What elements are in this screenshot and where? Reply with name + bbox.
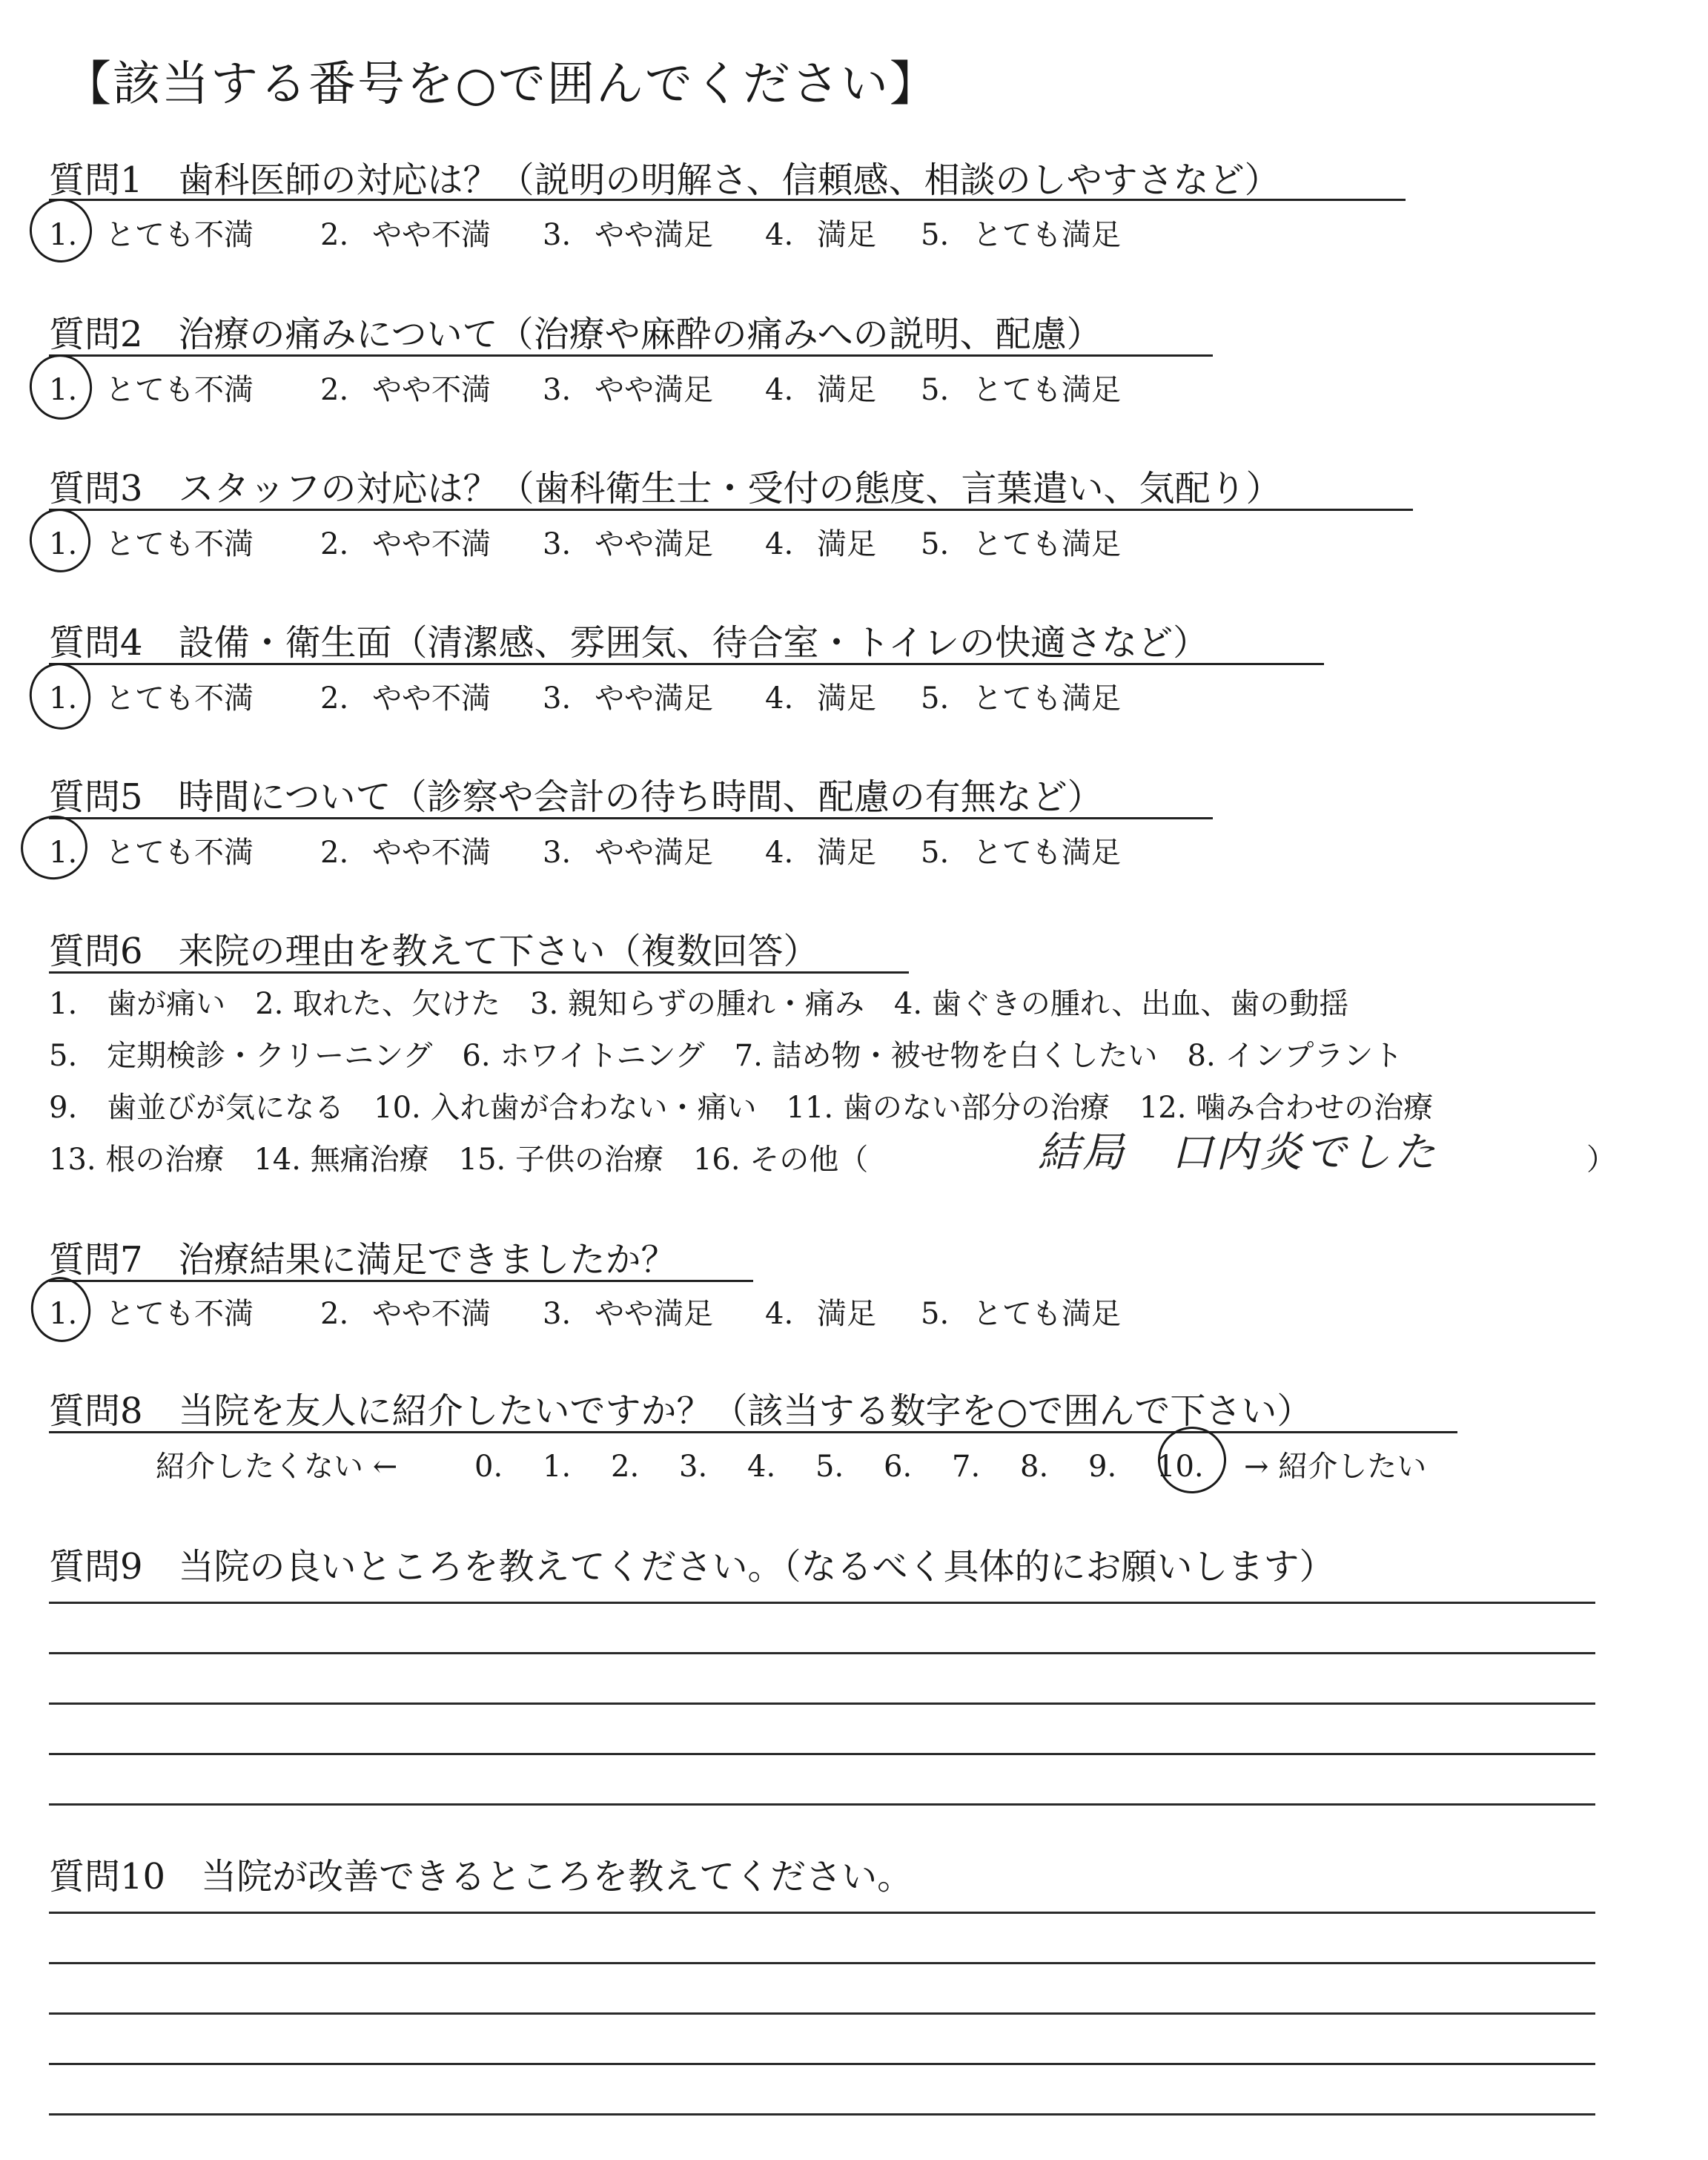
scale-1[interactable]: 1.	[543, 1450, 572, 1484]
option-5-label[interactable]: とても満足	[973, 1297, 1121, 1331]
option-1-number[interactable]: 1.	[49, 1297, 78, 1331]
option-2-number[interactable]: 2.	[320, 1297, 349, 1331]
page-header: 【該当する番号を○で囲んでください】	[64, 57, 939, 112]
reason-row-1[interactable]: 1. 歯が痛い 2. 取れた、欠けた 3. 親知らずの腫れ・痛み 4. 歯ぐきの腫れ、出血、歯の動揺	[49, 987, 1349, 1021]
option-4-number[interactable]: 4.	[765, 681, 794, 716]
scale-7[interactable]: 7.	[952, 1450, 981, 1484]
option-2-label[interactable]: やや不満	[372, 836, 491, 870]
option-5-label[interactable]: とても満足	[973, 373, 1121, 407]
question-7-underline	[49, 1280, 753, 1282]
option-4-number[interactable]: 4.	[765, 218, 794, 252]
option-1-label[interactable]: とても不満	[105, 218, 254, 252]
option-2-label[interactable]: やや不満	[372, 681, 491, 716]
option-2-label[interactable]: やや不満	[372, 1297, 491, 1331]
question-8-underline	[49, 1431, 1457, 1433]
option-4-number[interactable]: 4.	[765, 373, 794, 407]
option-4-label[interactable]: 満足	[817, 836, 876, 870]
option-5-label[interactable]: とても満足	[973, 836, 1121, 870]
question-9-title: 質問9 当院の良いところを教えてください。（なるべく具体的にお願いします）	[49, 1546, 1335, 1588]
option-4-number[interactable]: 4.	[765, 527, 794, 561]
answer-circle-q3	[24, 503, 96, 578]
answer-circle-q2	[24, 349, 98, 426]
scale-0[interactable]: 0.	[474, 1450, 503, 1484]
scale-4[interactable]: 4.	[747, 1450, 776, 1484]
scale-6[interactable]: 6.	[884, 1450, 913, 1484]
option-5-label[interactable]: とても満足	[973, 681, 1121, 716]
option-4-label[interactable]: 満足	[817, 373, 876, 407]
answer-line-q10-3[interactable]	[49, 2012, 1595, 2015]
option-3-label[interactable]: やや満足	[595, 1297, 713, 1331]
question-4-underline	[49, 663, 1324, 665]
option-5-number[interactable]: 5.	[921, 681, 950, 716]
option-2-number[interactable]: 2.	[320, 681, 349, 716]
answer-line-q10-5[interactable]	[49, 2113, 1595, 2116]
scale-2[interactable]: 2.	[611, 1450, 640, 1484]
question-7-options	[49, 1290, 1143, 1332]
option-1-number[interactable]: 1.	[49, 681, 78, 716]
option-5-label[interactable]: とても満足	[973, 218, 1121, 252]
option-5-number[interactable]: 5.	[921, 1297, 950, 1331]
option-5-number[interactable]: 5.	[921, 373, 950, 407]
question-3-options	[49, 521, 1143, 563]
option-4-number[interactable]: 4.	[765, 1297, 794, 1331]
question-6-title: 質問6 来院の理由を教えて下さい（複数回答）	[49, 931, 819, 972]
option-3-label[interactable]: やや満足	[595, 218, 713, 252]
scale-right-label: → 紹介したい	[1244, 1450, 1427, 1484]
question-4-options	[49, 675, 1143, 717]
option-2-number[interactable]: 2.	[320, 527, 349, 561]
scale-9[interactable]: 9.	[1088, 1450, 1117, 1484]
answer-circle-q7	[25, 1272, 97, 1348]
question-8-title: 質問8 当院を友人に紹介したいですか？（該当する数字を○で囲んで下さい）	[49, 1390, 1313, 1432]
answer-line-q9-4[interactable]	[49, 1753, 1595, 1755]
question-6-underline	[49, 971, 909, 974]
answer-circle-q4	[24, 657, 97, 735]
reason-row-2[interactable]: 5. 定期検診・クリーニング 6. ホワイトニング 7. 詰め物・被せ物を白くしたい 8. インプラント	[49, 1039, 1403, 1073]
reason-row-4[interactable]: 13. 根の治療 14. 無痛治療 15. 子供の治療 16. その他（	[49, 1143, 869, 1177]
answer-circle-q1	[24, 193, 98, 268]
scale-10[interactable]: 10.	[1156, 1450, 1204, 1484]
option-1-number[interactable]: 1.	[49, 836, 78, 870]
option-5-label[interactable]: とても満足	[973, 527, 1121, 561]
question-1-title: 質問1 歯科医師の対応は？（説明の明解さ、信頼感、相談のしやすさなど）	[49, 159, 1280, 201]
option-5-number[interactable]: 5.	[921, 836, 950, 870]
option-1-label[interactable]: とても不満	[105, 681, 254, 716]
answer-line-q9-2[interactable]	[49, 1652, 1595, 1654]
option-1-number[interactable]: 1.	[49, 218, 78, 252]
option-4-label[interactable]: 満足	[817, 218, 876, 252]
option-1-number[interactable]: 1.	[49, 527, 78, 561]
option-2-number[interactable]: 2.	[320, 373, 349, 407]
option-3-number[interactable]: 3.	[543, 218, 572, 252]
question-5-underline	[49, 817, 1213, 819]
question-3-title: 質問3 スタッフの対応は？（歯科衛生士・受付の態度、言葉遣い、気配り）	[49, 468, 1282, 509]
answer-line-q9-3[interactable]	[49, 1702, 1595, 1705]
question-4-title: 質問4 設備・衛生面（清潔感、雰囲気、待合室・トイレの快適さなど）	[49, 622, 1209, 664]
option-1-label[interactable]: とても不満	[105, 373, 254, 407]
option-3-label[interactable]: やや満足	[595, 527, 713, 561]
question-7-title: 質問7 治療結果に満足できましたか？	[49, 1239, 677, 1281]
scale-8[interactable]: 8.	[1020, 1450, 1049, 1484]
question-3-underline	[49, 509, 1413, 511]
question-5-title: 質問5 時間について（診察や会計の待ち時間、配慮の有無など）	[49, 776, 1103, 818]
question-1-underline	[49, 199, 1406, 201]
option-1-label[interactable]: とても不満	[105, 527, 254, 561]
option-4-label[interactable]: 満足	[817, 681, 876, 716]
answer-circle-q5	[15, 810, 93, 886]
other-reason-handwritten[interactable]: 結局 口内炎でした	[1038, 1129, 1438, 1177]
answer-line-q10-4[interactable]	[49, 2063, 1595, 2065]
reason-row-3[interactable]: 9. 歯並びが気になる 10. 入れ歯が合わない・痛い 11. 歯のない部分の治療 12. 噛み合わせの治療	[49, 1091, 1434, 1125]
option-4-number[interactable]: 4.	[765, 836, 794, 870]
answer-line-q10-2[interactable]	[49, 1962, 1595, 1964]
option-1-label[interactable]: とても不満	[105, 836, 254, 870]
option-3-label[interactable]: やや満足	[595, 836, 713, 870]
option-1-number[interactable]: 1.	[49, 373, 78, 407]
option-2-label[interactable]: やや不満	[372, 218, 491, 252]
option-4-label[interactable]: 満足	[817, 1297, 876, 1331]
option-1-label[interactable]: とても不満	[105, 1297, 254, 1331]
question-1-options	[49, 211, 1143, 254]
option-5-number[interactable]: 5.	[921, 527, 950, 561]
answer-line-q9-5[interactable]	[49, 1803, 1595, 1806]
question-2-title: 質問2 治療の痛みについて（治療や麻酔の痛みへの説明、配慮）	[49, 314, 1102, 355]
option-4-label[interactable]: 満足	[817, 527, 876, 561]
scale-3[interactable]: 3.	[679, 1450, 708, 1484]
option-5-number[interactable]: 5.	[921, 218, 950, 252]
option-3-number[interactable]: 3.	[543, 836, 572, 870]
option-3-number[interactable]: 3.	[543, 527, 572, 561]
recommend-scale	[156, 1443, 1426, 1485]
option-3-number[interactable]: 3.	[543, 681, 572, 716]
question-2-options	[49, 366, 1143, 409]
other-close-paren: ）	[1586, 1143, 1616, 1177]
option-2-label[interactable]: やや不満	[372, 373, 491, 407]
option-2-label[interactable]: やや不満	[372, 527, 491, 561]
question-10-title: 質問10 当院が改善できるところを教えてください。	[49, 1856, 913, 1898]
option-2-number[interactable]: 2.	[320, 836, 349, 870]
scale-5[interactable]: 5.	[815, 1450, 844, 1484]
option-3-label[interactable]: やや満足	[595, 373, 713, 407]
option-2-number[interactable]: 2.	[320, 218, 349, 252]
option-3-number[interactable]: 3.	[543, 373, 572, 407]
question-5-options	[49, 829, 1143, 871]
option-3-number[interactable]: 3.	[543, 1297, 572, 1331]
answer-line-q10-1[interactable]	[49, 1912, 1595, 1914]
question-2-underline	[49, 354, 1213, 357]
scale-left-label: 紹介したくない ←	[156, 1450, 398, 1484]
answer-line-q9-1[interactable]	[49, 1602, 1595, 1604]
option-3-label[interactable]: やや満足	[595, 681, 713, 716]
